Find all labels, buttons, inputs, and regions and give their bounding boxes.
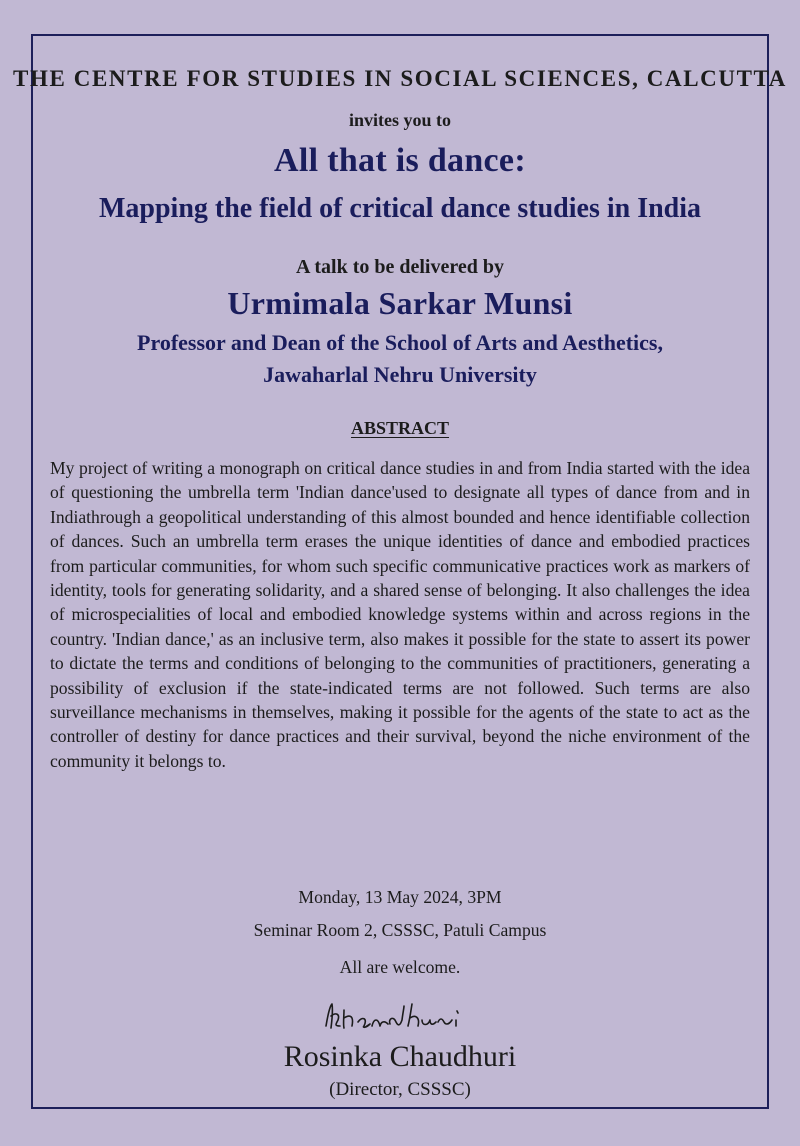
speaker-name: Urmimala Sarkar Munsi [227,285,573,321]
signatory-name: Rosinka Chaudhuri [283,1040,517,1073]
event-datetime: Monday, 13 May 2024, 3PM [298,887,502,907]
welcome-note: All are welcome. [339,957,461,977]
abstract-heading: ABSTRACT [350,418,450,438]
signature-image [318,996,488,1040]
signatory-title: (Director, CSSSC) [329,1079,471,1100]
speaker-affiliation-line1: Professor and Dean of the School of Arts and Aesthetics, [137,330,663,355]
speaker-affiliation-line2: Jawaharlal Nehru University [263,362,537,387]
invitation-line: invites you to [348,110,451,130]
talk-title: All that is dance: [274,142,526,179]
talk-intro: A talk to be delivered by [296,256,504,278]
event-venue: Seminar Room 2, CSSSC, Patuli Campus [253,920,547,940]
organization-name: THE CENTRE FOR STUDIES IN SOCIAL SCIENCES, CALCUTTA [13,66,787,91]
abstract-body: My project of writing a monograph on critical dance studies in and from India started with the idea of questioning the umbrella term 'Indian dance'used to designate all types of dance from and in Indiathrough a geopolitical understanding of this almost bounded and hence identifiable collection of dances. Such an umbrella term erases the unique identities of dance and embodied practices from particular communities, for whom such specific communicative practices work as markers of identity, tools for generating solidarity, and a shared sense of belonging. It also challenges the idea of microspecialities of local and embodied knowledge systems within and across regions in the country. 'Indian dance,' as an inclusive term, also makes it possible for the state to assert its power to dictate the terms and conditions of belonging to the communities of practitioners, generating a possibility of exclusion if the state-indicated terms are not followed. Such terms are also surveillance mechanisms in themselves, making it possible for the agents of the state to act as the controller of destiny for dance practices and their survival, beyond the niche environment of the community it belongs to. [50,458,750,771]
talk-subtitle: Mapping the field of critical dance studies in India [98,193,702,224]
